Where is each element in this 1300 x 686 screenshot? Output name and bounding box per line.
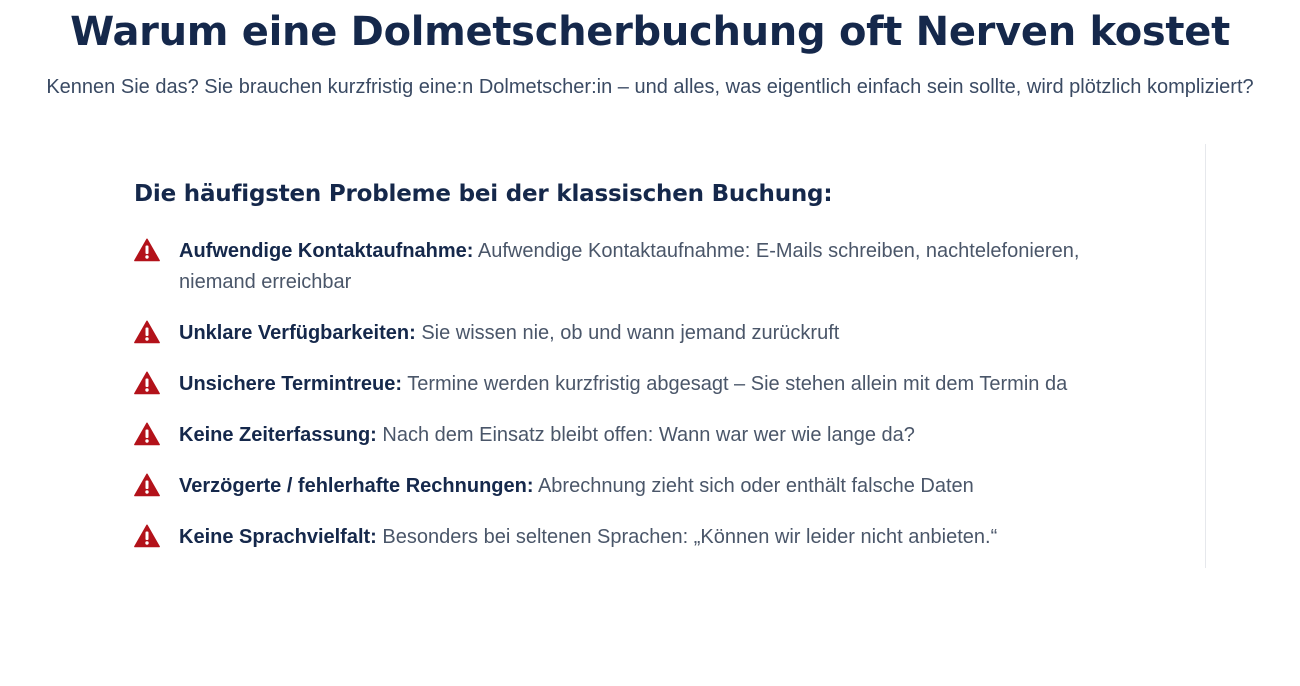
warning-icon	[134, 238, 160, 262]
problem-description: Besonders bei seltenen Sprachen: „Können wir leider nicht anbieten.“	[382, 526, 998, 548]
intro-text: Kennen Sie das? Sie brauchen kurzfristig eine:n Dolmetscher:in – und alles, was eigentlich einfach sein sollte, wird plötzlich kompliziert?	[46, 76, 1254, 98]
warning-icon	[134, 320, 160, 344]
problem-term: Verzögerte / fehlerhafte Rechnungen:	[179, 475, 534, 497]
problem-term: Unsichere Termintreue:	[179, 373, 403, 395]
problems-section	[134, 176, 1134, 548]
list-item	[134, 369, 1134, 400]
problem-description: Nach dem Einsatz bleibt offen: Wann war wer wie lange da?	[382, 424, 915, 446]
problem-term: Unklare Verfügbarkeiten:	[179, 322, 416, 344]
problem-description: Abrechnung zieht sich oder enthält falsche Daten	[537, 475, 974, 497]
vertical-divider	[1205, 144, 1206, 568]
warning-icon	[134, 371, 160, 395]
list-item	[134, 471, 1134, 502]
problem-description: Termine werden kurzfristig abgesagt – Sie stehen allein mit dem Termin da	[407, 373, 1068, 395]
problem-term: Keine Zeiterfassung:	[179, 424, 377, 446]
problem-description: Aufwendige Kontaktaufnahme: E-Mails schreiben, nachtelefonieren, niemand erreichbar	[179, 240, 1080, 293]
warning-icon	[134, 473, 160, 497]
section-heading: Die häufigsten Probleme bei der klassischen Buchung:	[134, 181, 833, 207]
warning-icon	[134, 524, 160, 548]
list-item	[134, 522, 1134, 553]
problem-term: Aufwendige Kontaktaufnahme:	[179, 240, 474, 262]
list-item	[134, 318, 1134, 349]
page-title: Warum eine Dolmetscherbuchung oft Nerven kostet	[70, 9, 1230, 55]
problem-term: Keine Sprachvielfalt:	[179, 526, 377, 548]
list-item	[134, 236, 1134, 298]
list-item	[134, 420, 1134, 451]
problem-description: Sie wissen nie, ob und wann jemand zurückruft	[421, 322, 840, 344]
warning-icon	[134, 422, 160, 446]
problem-list	[134, 236, 1134, 573]
